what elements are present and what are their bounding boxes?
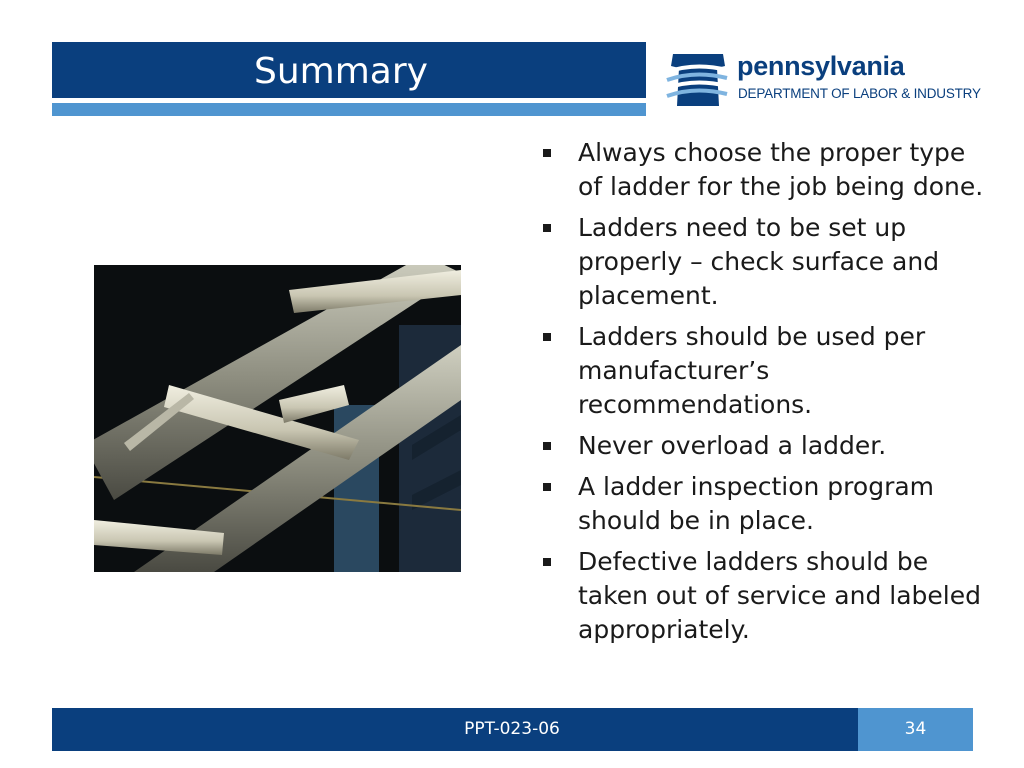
footer-code: PPT-023-06 <box>464 719 560 739</box>
page-number: 34 <box>904 719 927 739</box>
bullet-text: Defective ladders should be taken out of service and labeled appropriately. <box>578 547 982 644</box>
logo-name: pennsylvania <box>737 51 905 81</box>
pa-logo <box>665 48 985 112</box>
bullet-text: Ladders need to be set up properly – check surface and placement. <box>578 213 940 310</box>
keystone-icon <box>665 48 731 110</box>
bullet-item <box>538 545 988 647</box>
bullet-text: Always choose the proper type of ladder for the job being done. <box>578 138 984 201</box>
bullet-item <box>538 429 988 463</box>
square-bullet-icon <box>543 558 551 566</box>
ladder-photo <box>94 265 461 572</box>
logo-subtitle: DEPARTMENT OF LABOR & INDUSTRY <box>738 86 981 101</box>
bullet-item <box>538 136 988 204</box>
bullet-item <box>538 211 988 313</box>
bullet-item <box>538 470 988 538</box>
bullet-list <box>538 136 988 654</box>
square-bullet-icon <box>543 149 551 157</box>
bullet-item <box>538 320 988 422</box>
square-bullet-icon <box>543 483 551 491</box>
bullet-text: Never overload a ladder. <box>578 431 887 460</box>
footer-bar <box>52 708 858 751</box>
slide-title: Summary <box>254 51 428 92</box>
title-bar <box>52 42 646 98</box>
bullet-text: A ladder inspection program should be in place. <box>578 472 935 535</box>
page-number-box <box>858 708 973 751</box>
bullet-text: Ladders should be used per manufacturer’s recommendations. <box>578 322 926 419</box>
square-bullet-icon <box>543 224 551 232</box>
title-underline <box>52 103 646 116</box>
ladder-illustration <box>94 265 461 572</box>
square-bullet-icon <box>543 442 551 450</box>
square-bullet-icon <box>543 333 551 341</box>
